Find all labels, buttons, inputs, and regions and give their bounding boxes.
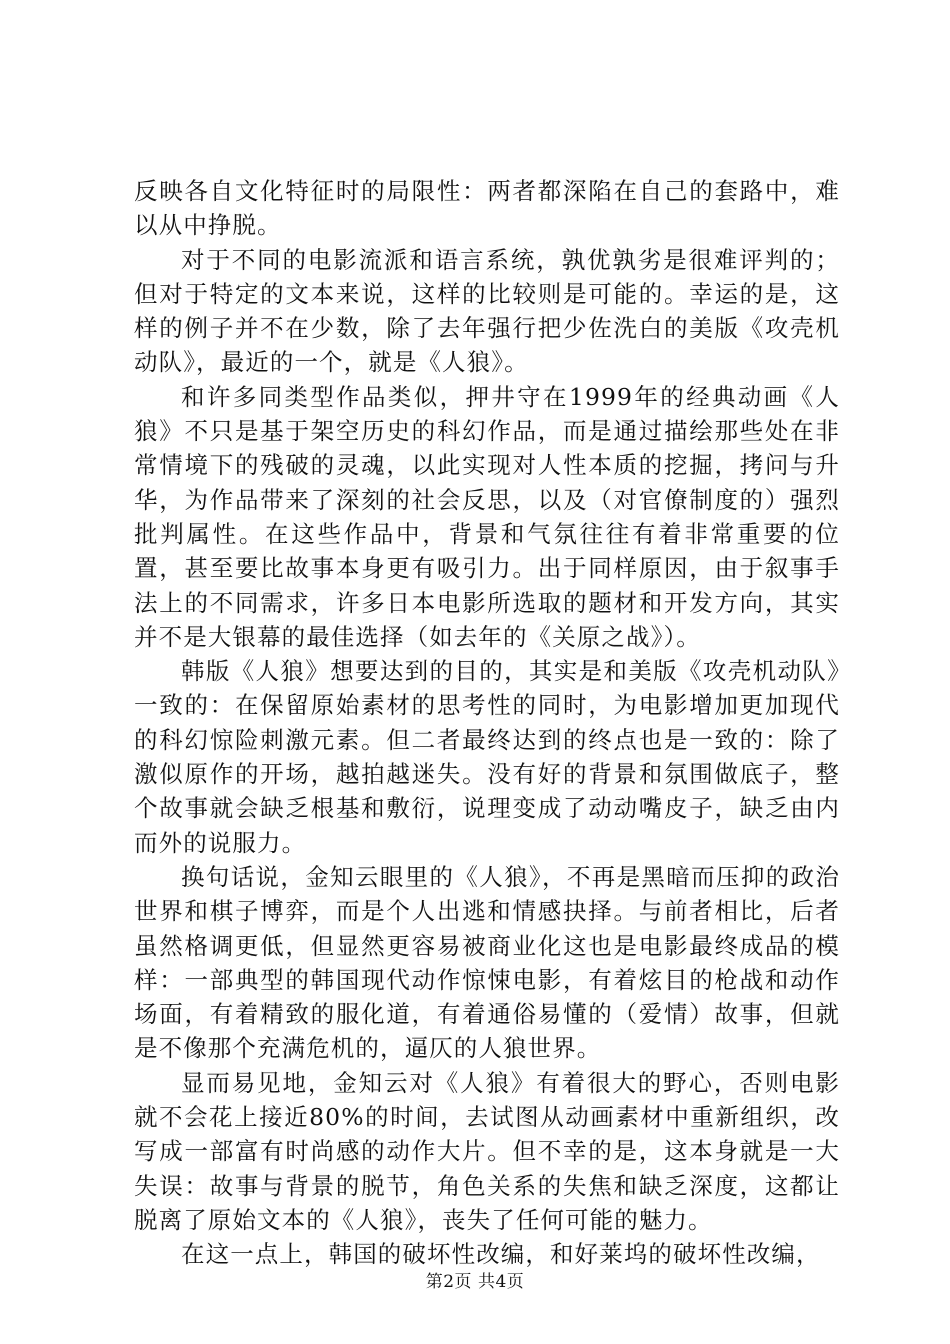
paragraph: 和许多同类型作品类似，押井守在1999年的经典动画《人狼》不只是基于架空历史的科幻作品，而是通过描绘那些处在非常情境下的残破的灵魂，以此实现对人性本质的挖掘，拷问与升华，为作品带来了深刻的社会反思，以及（对官僚制度的）强烈批判属性。在这些作品中，背景和气氛往往有着非常重要的位置，甚至要比故事本身更有吸引力。出于同样原因，由于叙事手法上的不同需求，许多日本电影所选取的题材和开发方向，其实并不是大银幕的最佳选择（如去年的《关原之战》）。 [134, 382, 840, 651]
paragraph: 在这一点上，韩国的破坏性改编，和好莱坞的破坏性改编， [181, 1240, 821, 1269]
page-number-footer: 第2页 共4页 [425, 1272, 525, 1292]
paragraph-continued: 反映各自文化特征时的局限性：两者都深陷在自己的套路中，难以从中挣脱。 [134, 177, 840, 240]
body-text [134, 174, 840, 1272]
paragraph: 换句话说，金知云眼里的《人狼》，不再是黑暗而压抑的政治世界和棋子博弈，而是个人出逃和情感抉择。与前者相比，后者虽然格调更低，但显然更容易被商业化这也是电影最终成品的模样：一部典型的韩国现代动作惊悚电影，有着炫目的枪战和动作场面，有着精致的服化道，有着通俗易懂的（爱情）故事，但就是不像那个充满危机的，逼仄的人狼世界。 [134, 862, 840, 1063]
paragraph: 韩版《人狼》想要达到的目的，其实是和美版《攻壳机动队》一致的：在保留原始素材的思考性的同时，为电影增加更加现代的科幻惊险刺激元素。但二者最终达到的终点也是一致的：除了激似原作的开场，越拍越迷失。没有好的背景和氛围做底子，整个故事就会缺乏根基和敷衍，说理变成了动动嘴皮子，缺乏由内而外的说服力。 [134, 657, 840, 857]
paragraph: 显而易见地，金知云对《人狼》有着很大的野心，否则电影就不会花上接近80%的时间，去试图从动画素材中重新组织，改写成一部富有时尚感的动作大片。但不幸的是，这本身就是一大失误：故事与背景的脱节，角色关系的失焦和缺乏深度，这都让脱离了原始文本的《人狼》，丧失了任何可能的魅力。 [134, 1068, 840, 1234]
paragraph: 对于不同的电影流派和语言系统，孰优孰劣是很难评判的；但对于特定的文本来说，这样的比较则是可能的。幸运的是，这样的例子并不在少数，除了去年强行把少佐洗白的美版《攻壳机动队》，最近的一个，就是《人狼》。 [134, 245, 840, 377]
